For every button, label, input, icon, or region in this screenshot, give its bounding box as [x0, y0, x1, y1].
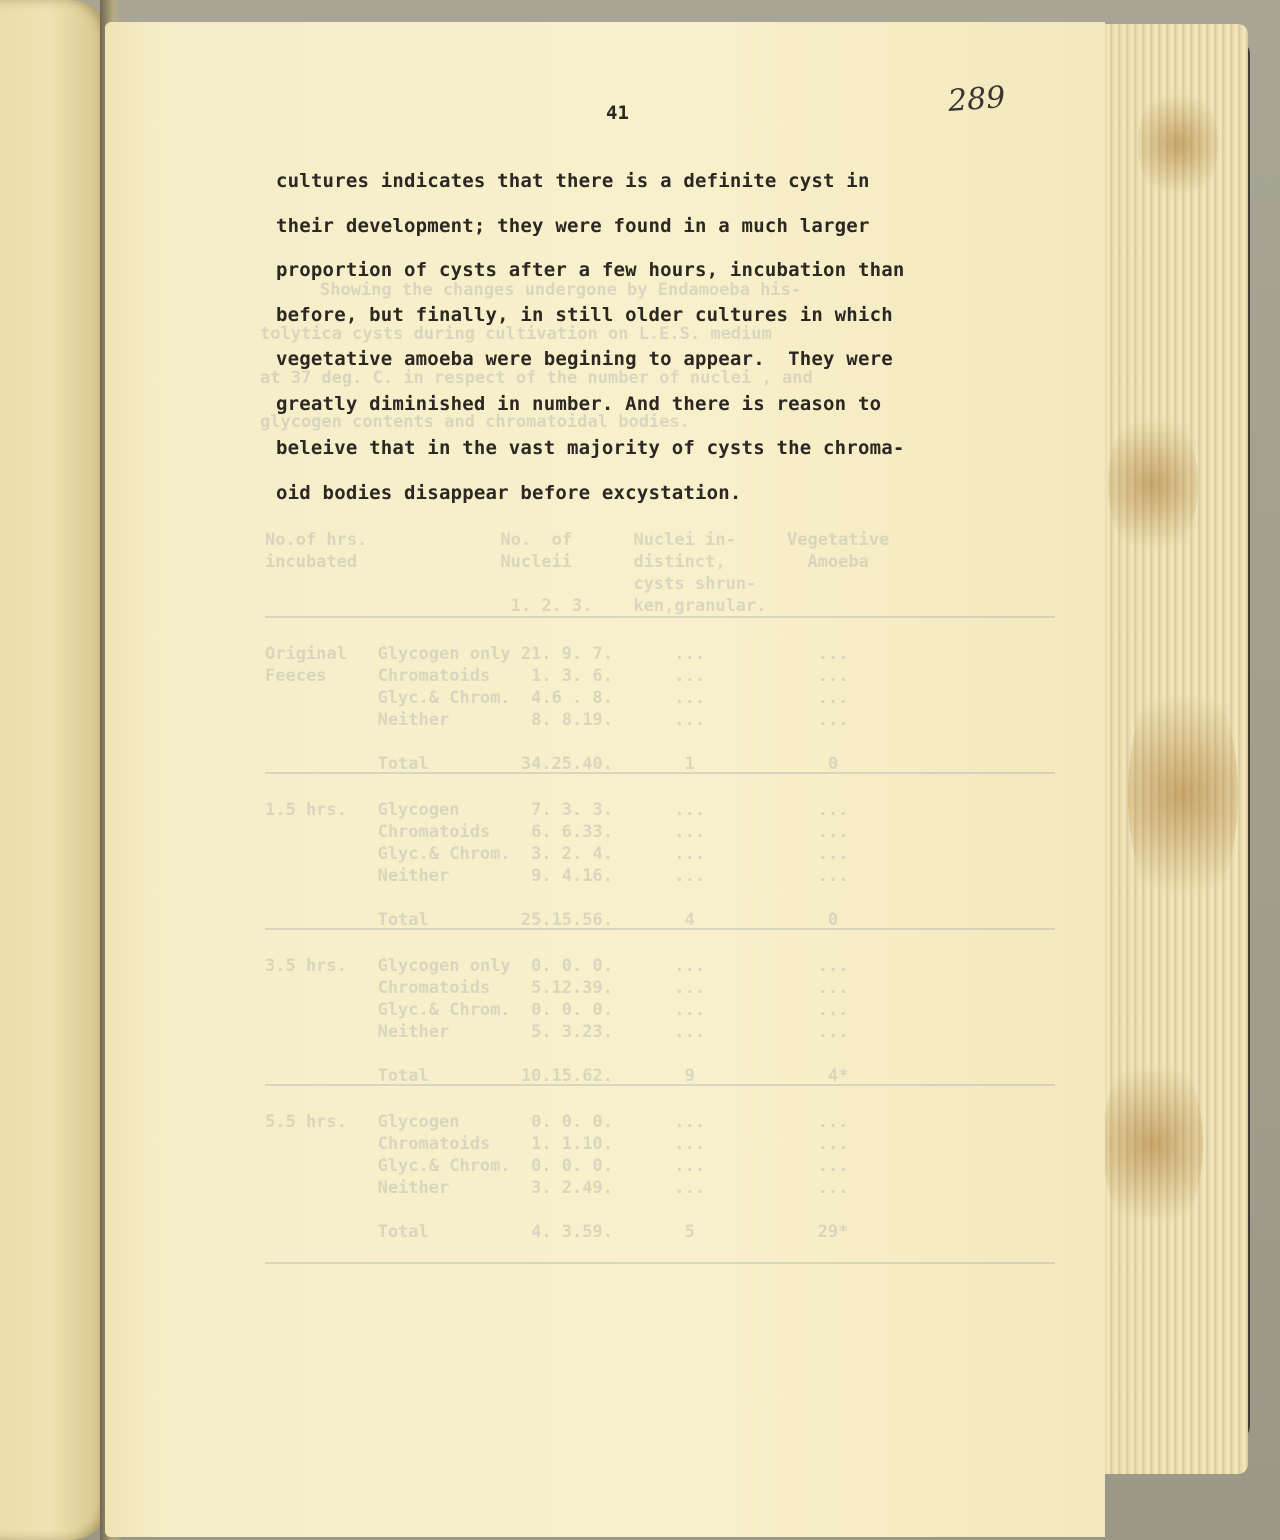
page-stack-edges: [1098, 24, 1248, 1474]
page-number: 41: [606, 102, 629, 124]
body-text-line: proportion of cysts after a few hours, incubation than: [276, 259, 905, 281]
body-text-line: before, but finally, in still older cultures in which: [276, 304, 893, 326]
body-text-line: oid bodies disappear before excystation.: [276, 482, 742, 504]
handwritten-folio-number: 289: [946, 80, 1007, 119]
left-page-edge: [0, 0, 110, 1540]
right-page: Showing the changes undergone by Endamoeba his- tolytica cysts during cultivation on L.E.S. medium at 37 deg. C. in respect of the number of nuclei , and glycogen contents and chromatoidal bodies. No.of hrs. No. of Nuclei in- Vegetative incubated Nucleii distinct, Amoeba cysts shrun- 1. 2. 3. ken,granular. Original Glycogen only 21. 9. 7. ... ... Feeces Chromatoids 1. 3. 6. ... ... Glyc.& Chrom. 4.6 . 8. ... ... Neither 8. 8.19. ... ... Total 34.25.40. 1 0 1.5 hrs. Glycogen 7. 3. 3. ... ... Chromatoids 6. 6.33. ... ... Glyc.& Chrom. 3. 2. 4. ... ... Neither 9. 4.16. ... ... Total 25.15.56. 4 0 3.5 hrs. Glycogen only 0. 0. 0. ... ... Chromatoids 5.12.39. ... ... Glyc.& Chrom. 0. 0. 0. ... ... Neither 5. 3.23. ... ... Total 10.15.62. 9 4* 5.5 hrs. Glycogen 0. 0. 0. ... ... Chromatoids 1. 1.10. ... ... Glyc.& Chrom. 0. 0. 0. ... ... Neither 3. 2.49. ... ... Total 4. 3.59. 5 29*: [105, 22, 1105, 1537]
body-text-line: vegetative amoeba were begining to appear. They were: [276, 348, 893, 370]
body-text-line: their development; they were found in a much larger: [276, 215, 870, 237]
body-text-line: greatly diminished in number. And there is reason to: [276, 393, 882, 415]
body-text-line: cultures indicates that there is a definite cyst in: [276, 170, 870, 192]
body-text-line: beleive that in the vast majority of cysts the chroma-: [276, 437, 905, 459]
